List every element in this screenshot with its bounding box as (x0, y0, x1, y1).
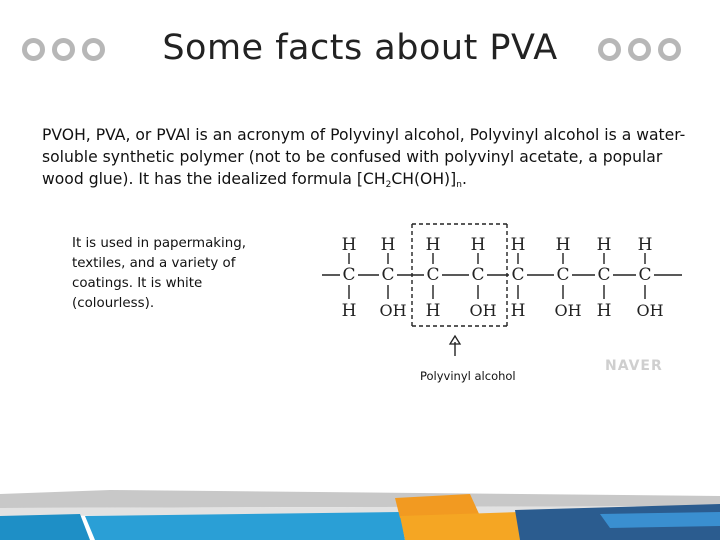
carbon-atom: C (556, 265, 570, 285)
circle-icon (658, 38, 681, 61)
hydrogen-atom: H (596, 235, 612, 255)
title-decoration-left (22, 38, 105, 61)
footer-blue-left (0, 514, 90, 540)
diagram-caption: Polyvinyl alcohol (420, 369, 516, 383)
hydrogen-atom: H (341, 301, 357, 321)
formula-mid: CH(OH)] (391, 170, 457, 188)
carbon-atom: C (471, 265, 485, 285)
hydrogen-atom: H (510, 235, 526, 255)
slide-title: Some facts about PVA (162, 28, 558, 68)
carbon-atom: C (511, 265, 525, 285)
intro-end: . (461, 170, 467, 188)
circle-icon (628, 38, 651, 61)
hydrogen-atom: H (425, 235, 441, 255)
footer-gray-shape (0, 490, 720, 508)
hydrogen-atom: H (637, 235, 653, 255)
hydroxyl-group: OH (469, 301, 497, 320)
title-decoration-right (598, 38, 681, 61)
hydrogen-atom: H (425, 301, 441, 321)
hydrogen-atom: H (470, 235, 486, 255)
footer-band (0, 486, 720, 540)
subscript-n: n (456, 180, 462, 190)
footer-orange-band (400, 512, 525, 540)
structure-diagram (322, 218, 688, 390)
hydroxyl-group: OH (554, 301, 582, 320)
intro-text: PVOH, PVA, or PVAl is an acronym of Polyvinyl alcohol, Polyvinyl alcohol is a water-soluble synthetic polymer (not to be confused with polyvinyl acetate, a popular wood glue). It has the idealized formula [CH (42, 126, 686, 188)
circle-icon (82, 38, 105, 61)
circle-icon (22, 38, 45, 61)
circle-icon (598, 38, 621, 61)
hydroxyl-group: OH (636, 301, 664, 320)
hydrogen-atom: H (555, 235, 571, 255)
subscript-2: 2 (385, 180, 392, 190)
hydrogen-atom: H (510, 301, 526, 321)
carbon-atom: C (381, 265, 395, 285)
circle-icon (52, 38, 75, 61)
carbon-atom: C (638, 265, 652, 285)
hydrogen-atom: H (341, 235, 357, 255)
carbon-atom: C (426, 265, 440, 285)
hydrogen-atom: H (380, 235, 396, 255)
carbon-atom: C (597, 265, 611, 285)
uses-paragraph: It is used in papermaking, textiles, and a variety of coatings. It is white (colourless). (72, 236, 247, 311)
hydroxyl-group: OH (379, 301, 407, 320)
footer-light-blue-band (600, 512, 720, 528)
footer-blue-band (85, 512, 405, 540)
hydrogen-atom: H (596, 301, 612, 321)
carbon-atom: C (342, 265, 356, 285)
naver-watermark: NAVER (605, 358, 663, 374)
intro-paragraph (42, 124, 692, 196)
